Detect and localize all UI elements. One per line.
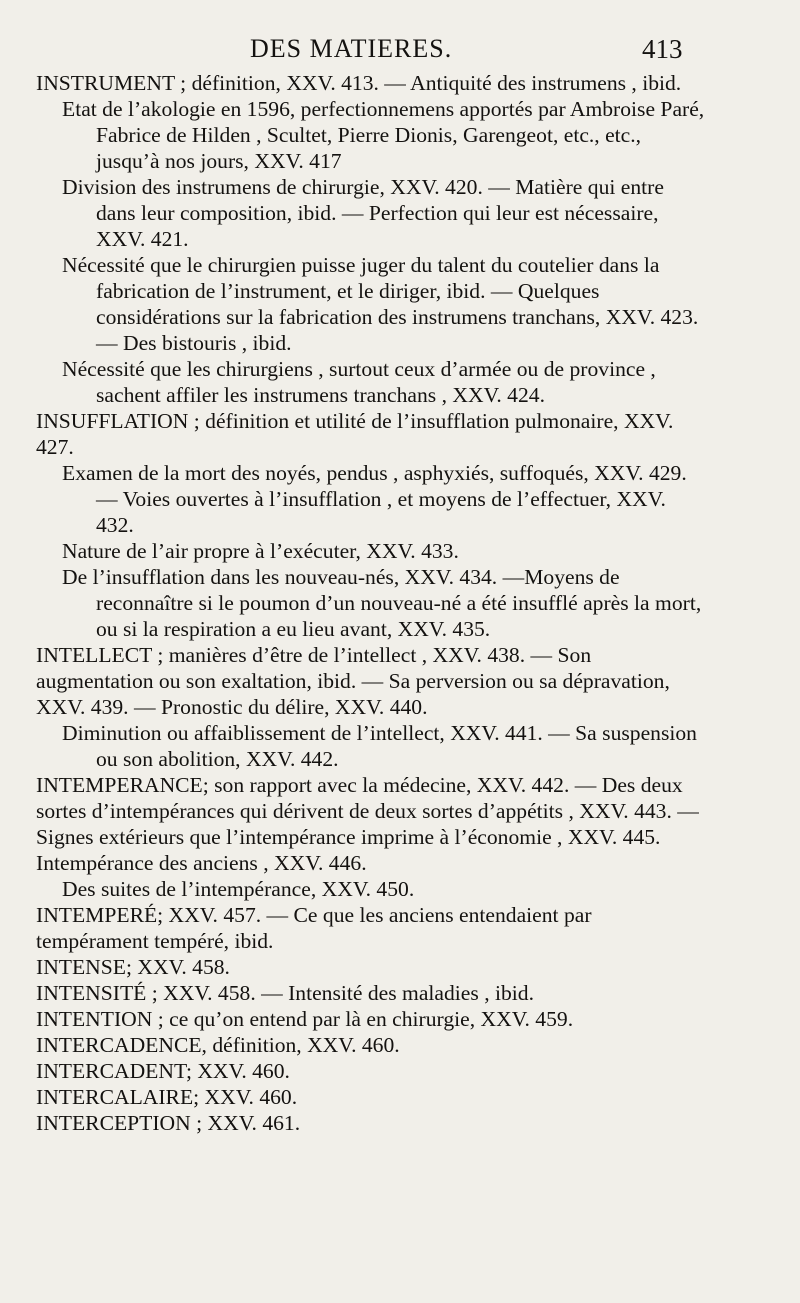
- index-entry-intense: INTENSE; XXV. 458.: [36, 955, 230, 979]
- index-entry-intention: INTENTION ; ce qu’on entend par là en chirurgie, XXV. 459.: [36, 1007, 574, 1031]
- index-subentry: Nécessité que les chirurgiens , surtout ceux d’armée ou de province , sachent affiler les instrumens tranchans , XXV. 424.: [62, 357, 656, 407]
- index-entries: [36, 70, 708, 1136]
- running-head-title: DES MATIERES.: [250, 34, 453, 63]
- index-subentry: Examen de la mort des noyés, pendus , asphyxiés, suffoqués, XXV. 429. — Voies ouvertes à l’insufflation , et moyens de l’effectuer, XXV. 432.: [62, 461, 687, 537]
- index-entry-interception: INTERCEPTION ; XXV. 461.: [36, 1111, 301, 1135]
- index-subentry: Etat de l’akologie en 1596, perfectionnemens apportés par Ambroise Paré, Fabrice de Hilden , Scultet, Pierre Dionis, Garengeot, etc., etc., jusqu’à nos jours, XXV. 417: [62, 97, 705, 173]
- index-subentry: Des suites de l’intempérance, XXV. 450.: [62, 877, 415, 901]
- index-entry-intellect: INTELLECT ; manières d’être de l’intellect , XXV. 438. — Son augmentation ou son exaltation, ibid. — Sa perversion ou sa dépravation, XXV. 439. — Pronostic du délire, XXV. 440.: [36, 643, 670, 719]
- index-entry-intercadence: INTERCADENCE, définition, XXV. 460.: [36, 1033, 400, 1057]
- index-entry-intempere: INTEMPERÉ; XXV. 457. — Ce que les anciens entendaient par tempérament tempéré, ibid.: [36, 903, 592, 953]
- page-number: 413: [642, 34, 683, 64]
- index-entry-insufflation: INSUFFLATION ; définition et utilité de l’insufflation pulmonaire, XXV. 427.: [36, 409, 674, 459]
- index-entry-intercadent: INTERCADENT; XXV. 460.: [36, 1059, 290, 1083]
- index-subentry: Nécessité que le chirurgien puisse juger du talent du coutelier dans la fabrication de l’instrument, et le diriger, ibid. — Quelques considérations sur la fabrication des instrumens tranchans, XXV. 423. — Des bistouris , ibid.: [62, 253, 699, 355]
- index-entry-intensite: INTENSITÉ ; XXV. 458. — Intensité des maladies , ibid.: [36, 981, 534, 1005]
- index-entry-intemperance-anciens: Intempérance des anciens , XXV. 446.: [36, 851, 367, 875]
- index-entry-instrument: INSTRUMENT ; définition, XXV. 413. — Antiquité des instrumens , ibid.: [36, 71, 682, 95]
- index-subentry: Nature de l’air propre à l’exécuter, XXV. 433.: [62, 539, 459, 563]
- index-subentry: De l’insufflation dans les nouveau-nés, XXV. 434. —Moyens de reconnaître si le poumon d’un nouveau-né a été insufflé après la mort, ou si la respiration a eu lieu avant, XXV. 435.: [62, 565, 702, 641]
- index-entry-intemperance: INTEMPERANCE; son rapport avec la médecine, XXV. 442. — Des deux sortes d’intempérances qui dérivent de deux sortes d’appétits , XXV. 443. — Signes extérieurs que l’intempérance imprime à l’économie , XXV. 445.: [36, 773, 699, 849]
- index-entry-intercalaire: INTERCALAIRE; XXV. 460.: [36, 1085, 298, 1109]
- index-subentry: Division des instrumens de chirurgie, XXV. 420. — Matière qui entre dans leur composition, ibid. — Perfection qui leur est nécessaire, XXV. 421.: [62, 175, 664, 251]
- index-subentry: Diminution ou affaiblissement de l’intellect, XXV. 441. — Sa suspension ou son abolition, XXV. 442.: [62, 721, 697, 771]
- running-head: [0, 34, 800, 66]
